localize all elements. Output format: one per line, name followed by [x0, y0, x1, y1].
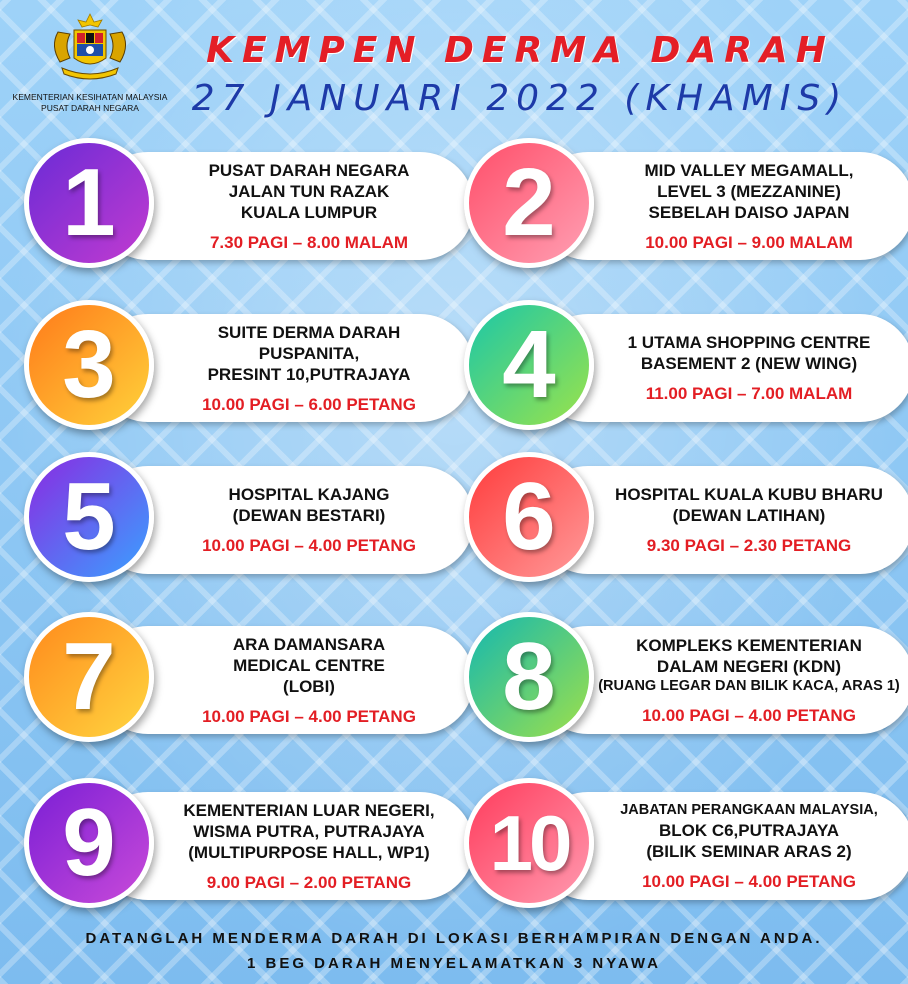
location-card	[464, 778, 908, 898]
location-address-line: (DEWAN BESTARI)	[232, 506, 386, 525]
location-info	[156, 156, 462, 256]
page-title: KEMPEN DERMA DARAH	[206, 30, 834, 71]
location-address-line: SUITE DERMA DARAH	[217, 322, 401, 342]
location-info	[596, 796, 902, 896]
location-number-badge	[464, 138, 594, 268]
footer-message: DATANGLAH MENDERMA DARAH DI LOKASI BERHAMPIRAN DENGAN ANDA.	[85, 930, 823, 947]
location-number-badge	[464, 778, 594, 908]
location-time: 10.00 PAGI – 9.00 MALAM	[645, 232, 853, 252]
location-address-line: PUSAT DARAH NEGARA	[208, 160, 410, 180]
location-address-line: (RUANG LEGAR DAN BILIK KACA, ARAS 1)	[598, 677, 900, 694]
location-address-line: KUALA LUMPUR	[240, 202, 378, 222]
location-number: 5	[62, 463, 116, 570]
location-address-line: BLOK C6,PUTRAJAYA	[658, 820, 840, 840]
location-time: 9.30 PAGI – 2.30 PETANG	[646, 536, 852, 555]
location-number-badge	[24, 138, 154, 268]
location-time: 10.00 PAGI – 4.00 PETANG	[202, 706, 416, 726]
location-number: 8	[502, 623, 556, 730]
location-card	[464, 452, 908, 572]
location-card	[24, 778, 484, 898]
location-address-line: KOMPLEKS KEMENTERIAN	[636, 635, 862, 655]
location-number-badge	[24, 300, 154, 430]
location-address-line: MID VALLEY MEGAMALL,	[644, 160, 854, 180]
location-info	[156, 470, 462, 570]
page-subtitle: 27 JANUARI 2022 (KHAMIS)	[191, 78, 849, 119]
location-time: 7.30 PAGI – 8.00 MALAM	[209, 232, 409, 252]
location-number: 7	[62, 623, 116, 730]
footer-slogan: 1 BEG DARAH MENYELAMATKAN 3 NYAWA	[246, 955, 662, 972]
location-info	[596, 156, 902, 256]
location-card	[464, 138, 908, 258]
location-card	[464, 612, 908, 732]
location-number-badge	[464, 452, 594, 582]
location-time: 9.00 PAGI – 2.00 PETANG	[206, 872, 412, 892]
location-address-line: KEMENTERIAN LUAR NEGERI,	[183, 800, 435, 820]
location-address-line: PUSPANITA,	[258, 343, 360, 363]
location-address-line: SEBELAH DAISO JAPAN	[648, 202, 850, 222]
location-number-badge	[464, 612, 594, 742]
location-number: 2	[502, 149, 556, 256]
location-address-line: JALAN TUN RAZAK	[228, 181, 390, 201]
location-card	[24, 612, 484, 732]
location-number-badge	[464, 300, 594, 430]
location-number: 1	[62, 149, 116, 256]
location-address-line: ARA DAMANSARA	[232, 634, 386, 654]
location-address-line: (MULTIPURPOSE HALL, WP1)	[188, 842, 430, 862]
location-address-line: HOSPITAL KUALA KUBU BHARU	[615, 485, 883, 504]
location-time: 11.00 PAGI – 7.00 MALAM	[645, 384, 853, 403]
location-address-line: 1 UTAMA SHOPPING CENTRE	[627, 333, 871, 352]
location-info	[596, 630, 902, 730]
location-number: 4	[502, 311, 556, 418]
location-address-line: BASEMENT 2 (NEW WING)	[640, 354, 858, 373]
location-info	[596, 470, 902, 570]
logo-caption-line: PUSAT DARAH NEGARA	[41, 103, 139, 113]
location-info	[156, 630, 462, 730]
location-address-line: JABATAN PERANGKAAN MALAYSIA,	[620, 801, 878, 818]
location-number: 6	[502, 463, 556, 570]
location-number: 3	[62, 311, 116, 418]
location-time: 10.00 PAGI – 4.00 PETANG	[202, 536, 416, 555]
location-address-line: (BILIK SEMINAR ARAS 2)	[646, 841, 852, 861]
location-number-badge	[24, 778, 154, 908]
location-info	[156, 796, 462, 896]
location-address-line: PRESINT 10,PUTRAJAYA	[207, 364, 411, 384]
location-info	[156, 318, 462, 418]
location-number-badge	[24, 612, 154, 742]
location-card	[24, 452, 484, 572]
location-time: 10.00 PAGI – 6.00 PETANG	[202, 394, 416, 414]
location-time: 10.00 PAGI – 4.00 PETANG	[642, 871, 856, 891]
location-card	[24, 138, 484, 258]
location-address-line: WISMA PUTRA, PUTRAJAYA	[193, 821, 425, 841]
location-time: 10.00 PAGI – 4.00 PETANG	[642, 705, 856, 725]
location-number-badge	[24, 452, 154, 582]
location-address-line: MEDICAL CENTRE	[233, 655, 385, 675]
location-number: 10	[489, 799, 569, 887]
location-address-line: LEVEL 3 (MEZZANINE)	[657, 181, 841, 201]
location-address-line: (LOBI)	[283, 676, 335, 696]
location-address-line: HOSPITAL KAJANG	[228, 485, 390, 504]
location-info	[596, 318, 902, 418]
location-number: 9	[62, 789, 116, 896]
location-card	[464, 300, 908, 420]
location-address-line: DALAM NEGERI (KDN)	[656, 656, 842, 676]
logo-caption-line: KEMENTERIAN KESIHATAN MALAYSIA	[12, 92, 168, 102]
logo-caption	[10, 92, 170, 114]
location-address-line: (DEWAN LATIHAN)	[672, 506, 826, 525]
location-card	[24, 300, 484, 420]
coat-of-arms-icon	[44, 12, 136, 84]
